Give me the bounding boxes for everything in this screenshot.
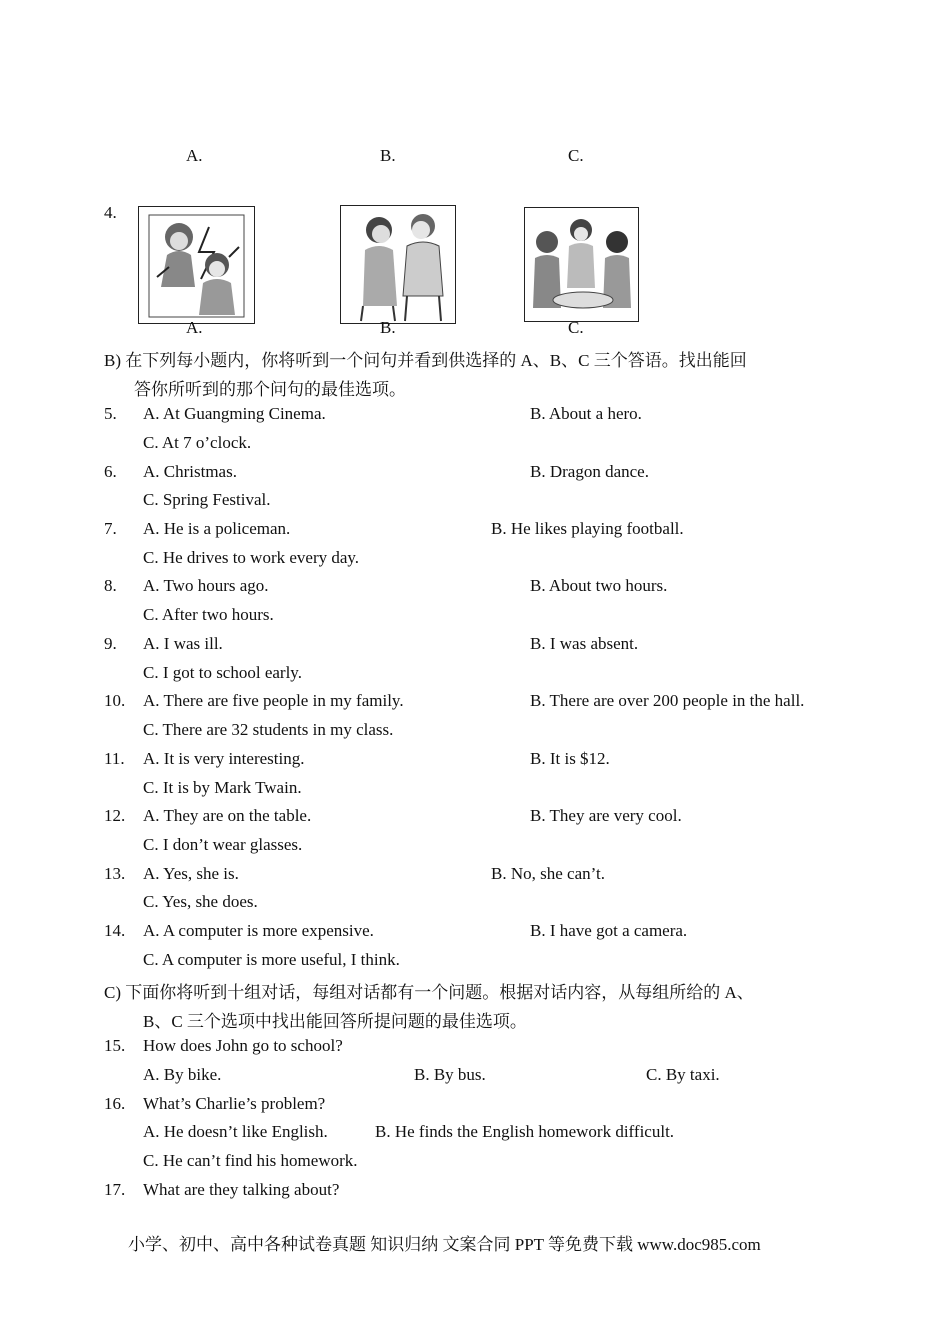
q7-option-a: A. He is a policeman. (143, 519, 291, 538)
q5-option-a: A. At Guangming Cinema. (143, 404, 326, 423)
q15-option-c: C. By taxi. (646, 1065, 720, 1084)
q14-option-a: A. A computer is more expensive. (143, 921, 374, 940)
q16-option-c: C. He can’t find his homework. (143, 1151, 358, 1170)
q14-option-c: C. A computer is more useful, I think. (143, 950, 400, 969)
q12-option-a: A. They are on the table. (143, 806, 312, 825)
q15-option-a: A. By bike. (143, 1065, 222, 1084)
q4-label-c: C. (568, 318, 584, 337)
q12-option-b: B. They are very cool. (530, 806, 682, 825)
q8-number: 8. (104, 576, 117, 595)
q7-option-c: C. He drives to work every day. (143, 548, 360, 567)
q10-option-b: B. There are over 200 people in the hall. (530, 691, 805, 710)
q10-number: 10. (104, 691, 126, 710)
q13-option-c: C. Yes, she does. (143, 892, 258, 911)
q14-number: 14. (104, 921, 126, 940)
q15-question: How does John go to school? (143, 1036, 343, 1055)
q15-option-b: B. By bus. (414, 1065, 486, 1084)
q6-option-c: C. Spring Festival. (143, 490, 271, 509)
q16-option-a: A. He doesn’t like English. (143, 1122, 328, 1141)
q4-number: 4. (104, 203, 117, 222)
section-b-instruction-line1: B) 在下列每小题内，你将听到一个问句并看到供选择的 A、B、C 三个答语。找出能回 (104, 351, 747, 370)
q3-label-c: C. (568, 146, 584, 165)
q10-option-c: C. There are 32 students in my class. (143, 720, 394, 739)
section-c-instruction-line1: C) 下面你将听到十组对话，每组对话都有一个问题。根据对话内容，从每组所给的 A、 (104, 983, 754, 1002)
q15-number: 15. (104, 1036, 126, 1055)
q16-number: 16. (104, 1094, 126, 1113)
q4-label-a: A. (186, 318, 203, 337)
q8-option-a: A. Two hours ago. (143, 576, 269, 595)
q12-option-c: C. I don’t wear glasses. (143, 835, 303, 854)
q6-number: 6. (104, 462, 117, 481)
section-b-instruction-line2: 答你所听到的那个问句的最佳选项。 (134, 380, 406, 399)
q5-option-c: C. At 7 o’clock. (143, 433, 252, 452)
q8-option-b: B. About two hours. (530, 576, 668, 595)
q17-question: What are they talking about? (143, 1180, 340, 1199)
page-footer: 小学、初中、高中各种试卷真题 知识归纳 文案合同 PPT 等免费下载 www.doc985.com (128, 1235, 761, 1254)
q4-label-b: B. (380, 318, 396, 337)
q12-number: 12. (104, 806, 126, 825)
group-talk-illustration (525, 208, 638, 321)
q11-option-b: B. It is $12. (530, 749, 610, 768)
q7-number: 7. (104, 519, 117, 538)
q17-number: 17. (104, 1180, 126, 1199)
q8-option-c: C. After two hours. (143, 605, 274, 624)
q13-option-a: A. Yes, she is. (143, 864, 239, 883)
q9-option-c: C. I got to school early. (143, 663, 302, 682)
q6-option-b: B. Dragon dance. (530, 462, 649, 481)
q6-option-a: A. Christmas. (143, 462, 237, 481)
q4-picture-b (340, 205, 456, 324)
q11-option-a: A. It is very interesting. (143, 749, 305, 768)
q10-option-a: A. There are five people in my family. (143, 691, 404, 710)
q13-number: 13. (104, 864, 126, 883)
q13-option-b: B. No, she can’t. (491, 864, 605, 883)
q7-option-b: B. He likes playing football. (491, 519, 684, 538)
q4-picture-c (524, 207, 639, 322)
q9-option-b: B. I was absent. (530, 634, 639, 653)
q9-number: 9. (104, 634, 117, 653)
q14-option-b: B. I have got a camera. (530, 921, 688, 940)
q5-number: 5. (104, 404, 117, 423)
q11-number: 11. (104, 749, 125, 768)
q5-option-b: B. About a hero. (530, 404, 642, 423)
q3-label-b: B. (380, 146, 396, 165)
q16-option-b: B. He finds the English homework difficult. (375, 1122, 675, 1141)
q3-label-a: A. (186, 146, 203, 165)
q4-picture-a (138, 206, 255, 324)
q9-option-a: A. I was ill. (143, 634, 223, 653)
phone-call-illustration (139, 207, 254, 323)
section-c-instruction-line2: B、C 三个选项中找出能回答所提问题的最佳选项。 (143, 1012, 527, 1031)
argument-illustration (341, 206, 455, 323)
q11-option-c: C. It is by Mark Twain. (143, 778, 302, 797)
q16-question: What’s Charlie’s problem? (143, 1094, 326, 1113)
